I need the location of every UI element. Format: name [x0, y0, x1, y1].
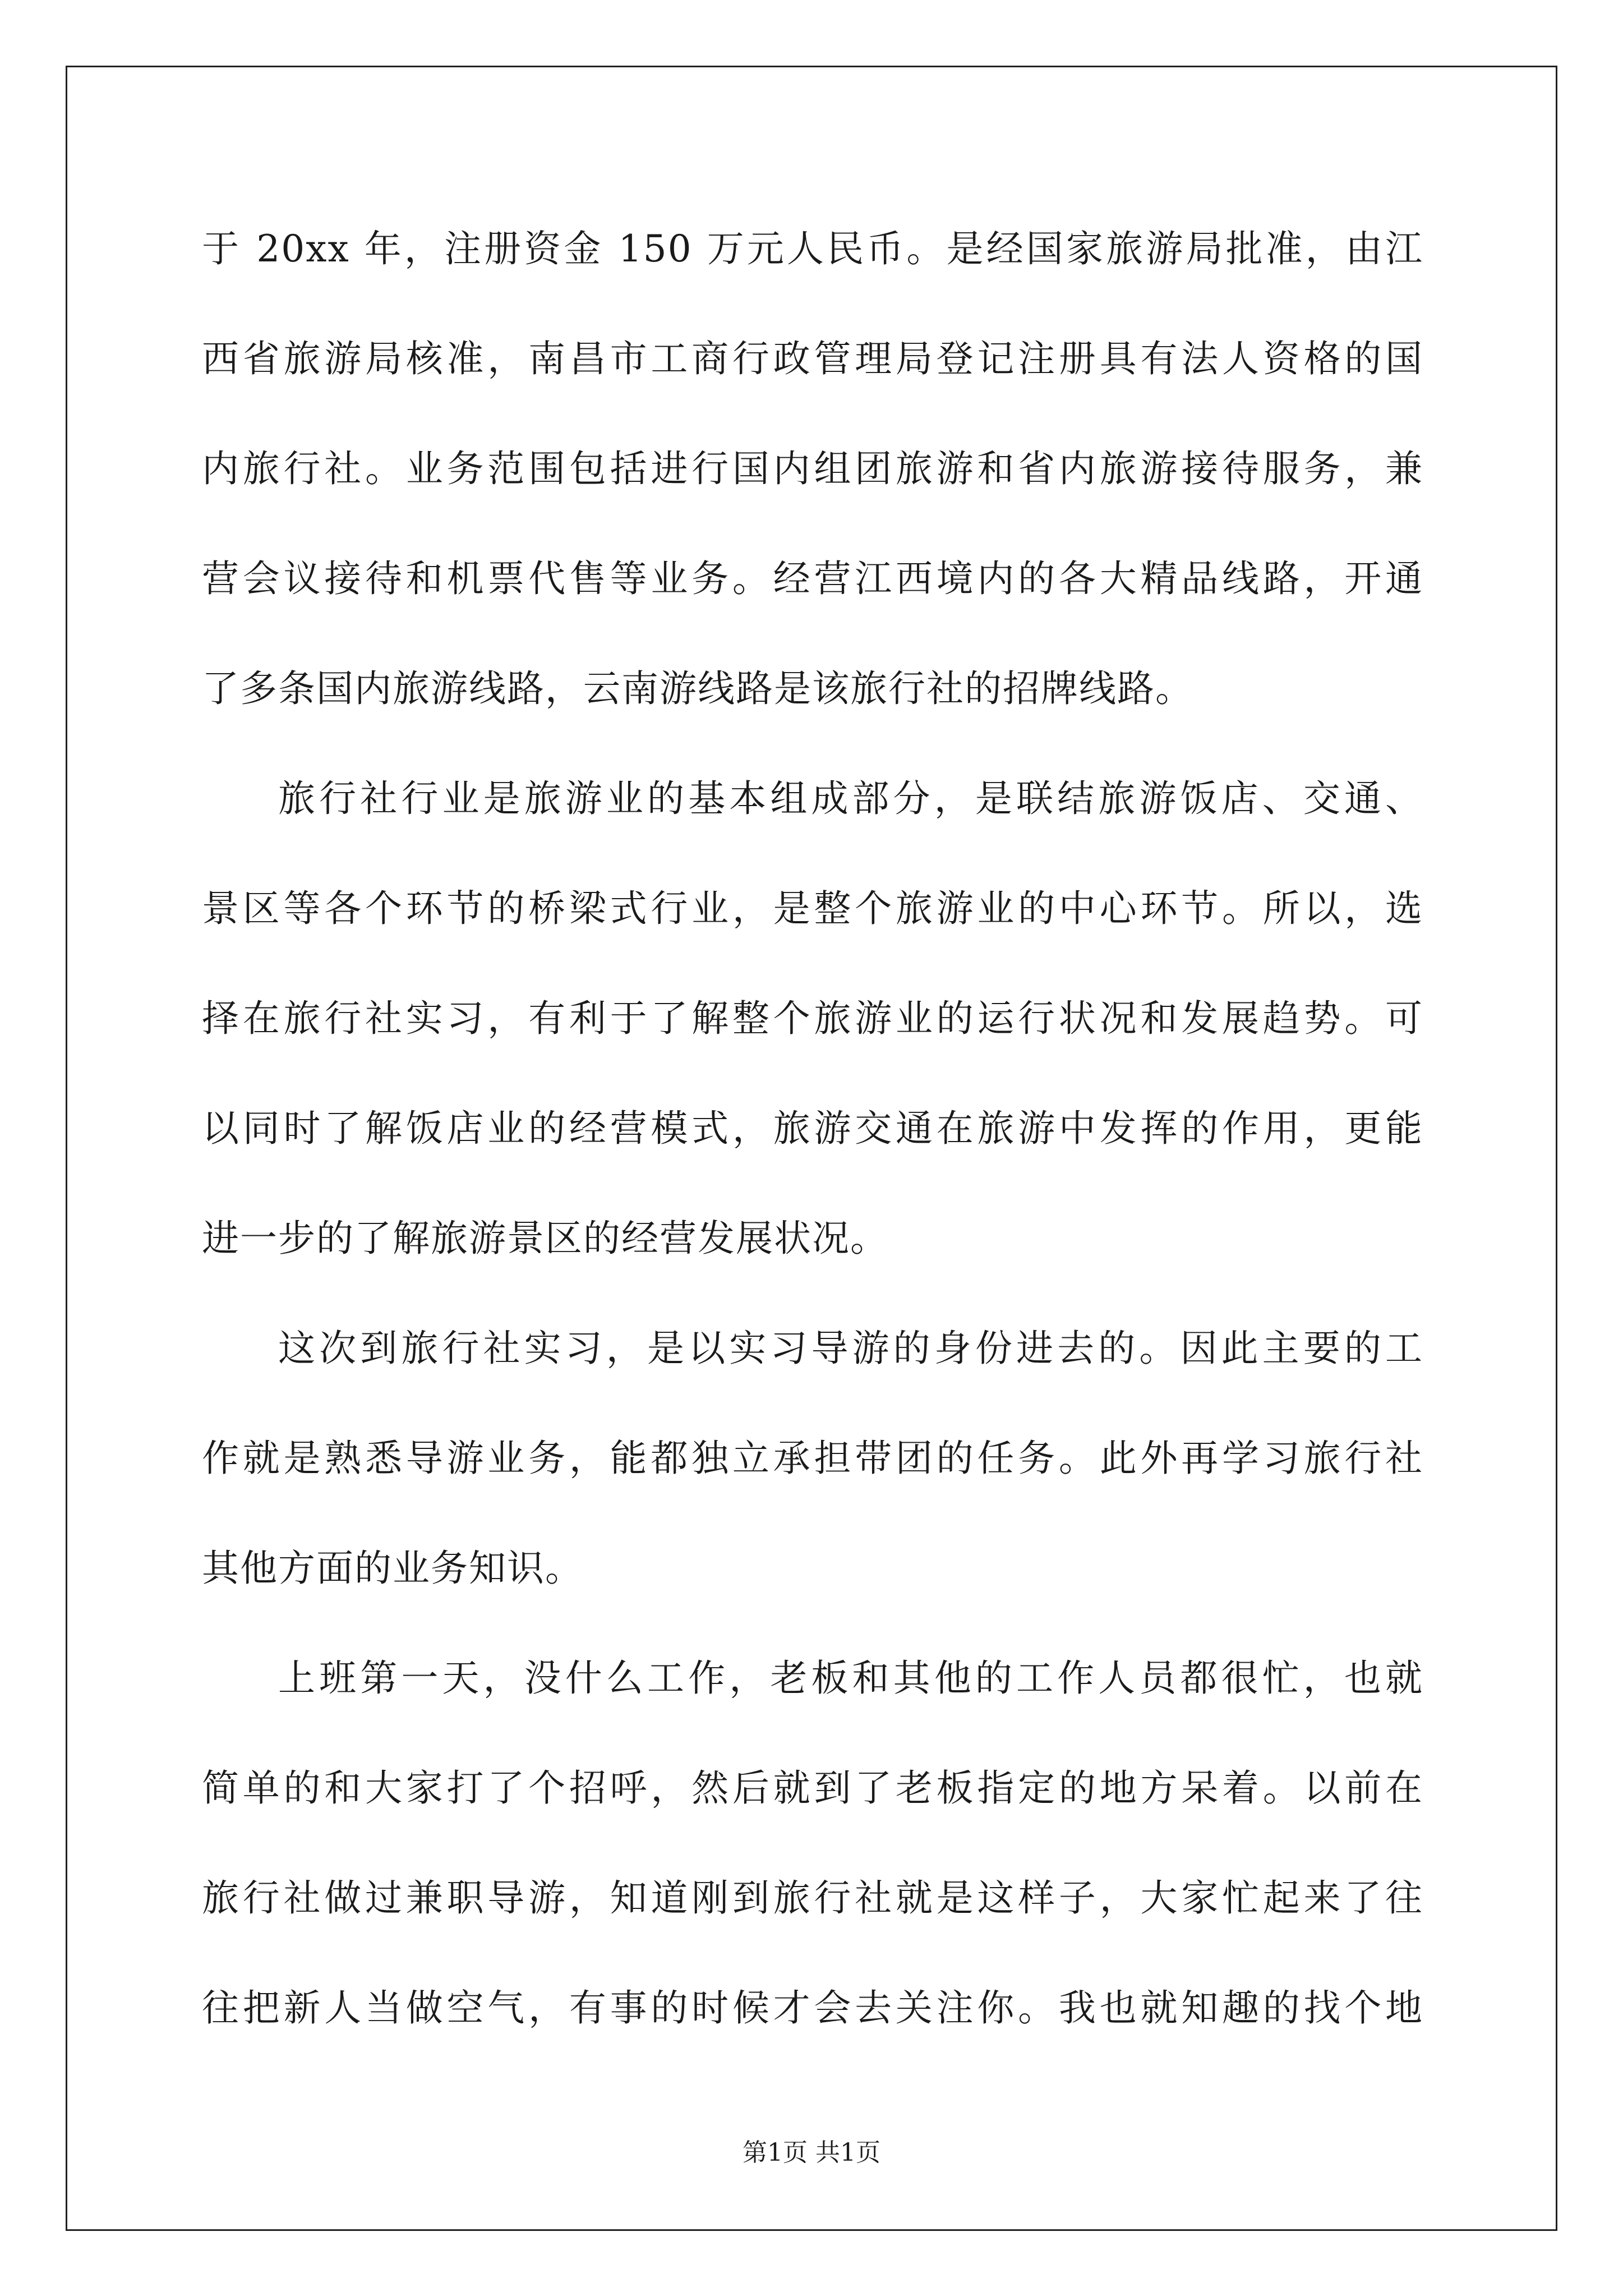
paragraph-3-line-3: 其他方面的业务知识。 — [202, 1547, 583, 1590]
paragraph-2-line-3: 择在旅行社实习，有利于了解整个旅游业的运行状况和发展趋势。可 — [202, 997, 1423, 1040]
paragraph-3-line-2: 作就是熟悉导游业务，能都独立承担带团的任务。此外再学习旅行社 — [202, 1437, 1423, 1480]
paragraph-1-line-5: 了多条国内旅游线路，云南游线路是该旅行社的招牌线路。 — [202, 667, 1193, 710]
paragraph-1-line-2: 西省旅游局核准，南昌市工商行政管理局登记注册具有法人资格的国 — [202, 337, 1423, 380]
paragraph-1-line-4: 营会议接待和机票代售等业务。经营江西境内的各大精品线路，开通 — [202, 557, 1423, 600]
paragraph-4-line-3: 旅行社做过兼职导游，知道刚到旅行社就是这样子，大家忙起来了往 — [202, 1876, 1423, 1920]
paragraph-2-line-1: 旅行社行业是旅游业的基本组成部分，是联结旅游饭店、交通、 — [278, 777, 1423, 820]
paragraph-2-line-5: 进一步的了解旅游景区的经营发展状况。 — [202, 1217, 888, 1260]
page-footer: 第1页 共1页 — [743, 2138, 880, 2167]
paragraph-2-line-4: 以同时了解饭店业的经营模式，旅游交通在旅游中发挥的作用，更能 — [202, 1107, 1423, 1150]
paragraph-1-line-1: 于 20xx 年，注册资金 150 万元人民币。是经国家旅游局批准，由江 — [202, 227, 1423, 270]
paragraph-4-line-1: 上班第一天，没什么工作，老板和其他的工作人员都很忙，也就 — [278, 1657, 1423, 1700]
paragraph-3-line-1: 这次到旅行社实习，是以实习导游的身份进去的。因此主要的工 — [278, 1327, 1423, 1370]
paragraph-1-line-3: 内旅行社。业务范围包括进行国内组团旅游和省内旅游接待服务，兼 — [202, 447, 1423, 490]
paragraph-2-line-2: 景区等各个环节的桥梁式行业，是整个旅游业的中心环节。所以，选 — [202, 887, 1423, 930]
paragraph-4-line-2: 简单的和大家打了个招呼，然后就到了老板指定的地方呆着。以前在 — [202, 1766, 1423, 1810]
paragraph-4-line-4: 往把新人当做空气，有事的时候才会去关注你。我也就知趣的找个地 — [202, 1986, 1423, 2030]
